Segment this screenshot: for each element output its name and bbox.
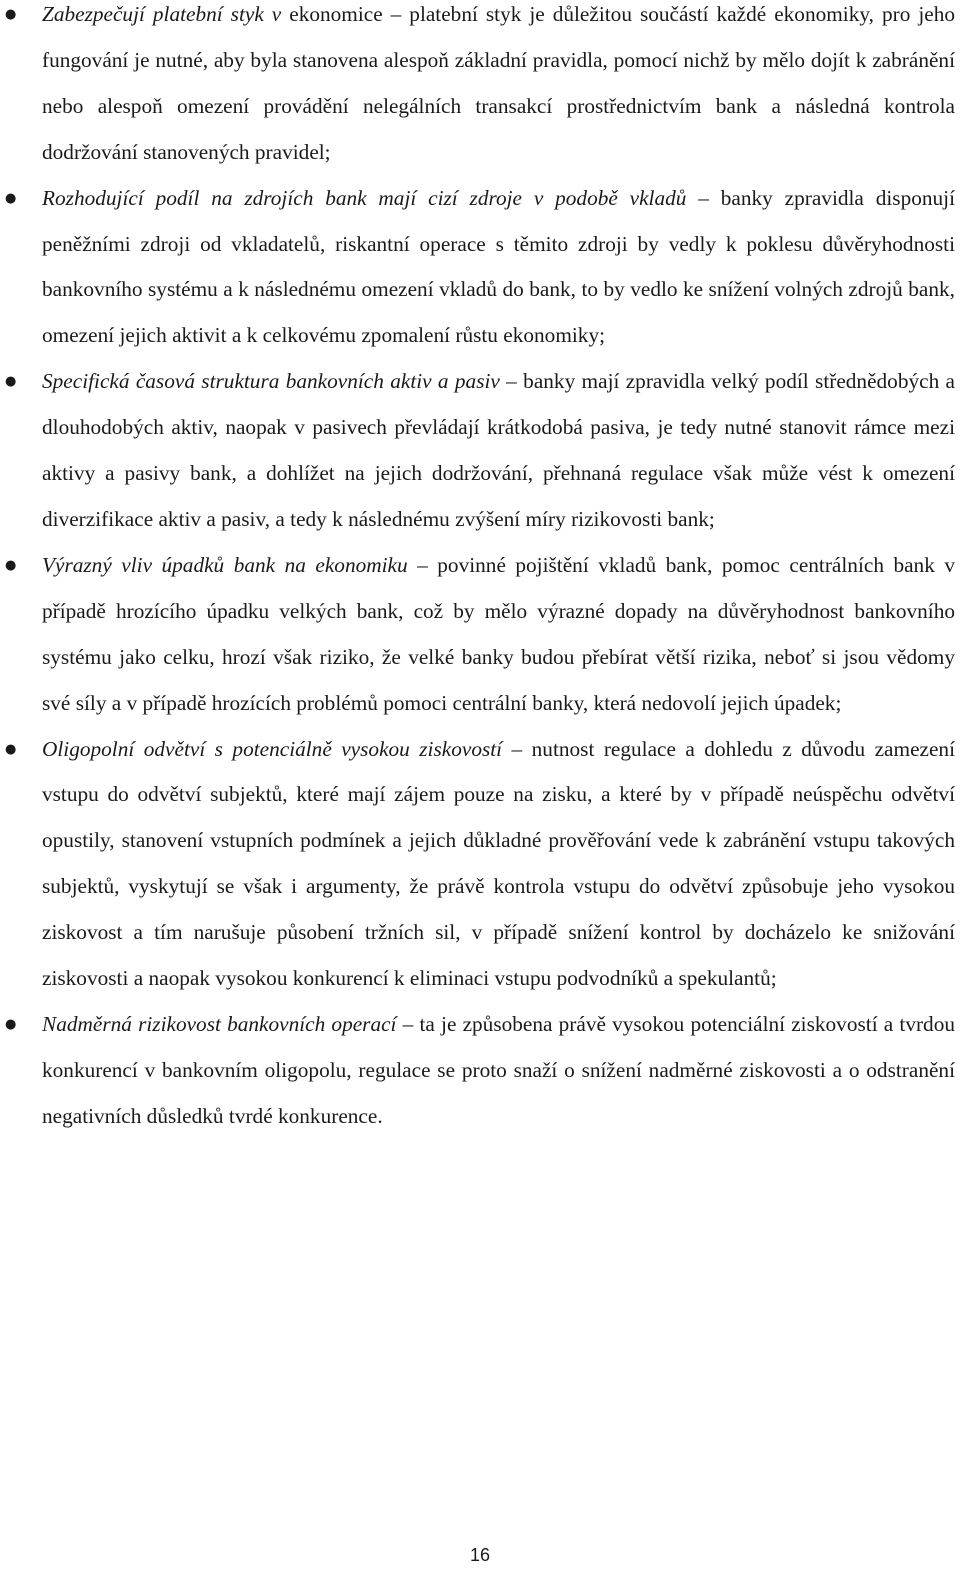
item-title: Oligopolní odvětví s potenciálně vysokou ziskovostí [42, 736, 503, 761]
list-item [5, 727, 955, 1002]
item-text: banky mají zpravidla velký podíl střednědobých a dlouhodobých aktiv, naopak v pasivech převládají krátkodobá pasiva, je tedy nutné stanovit rámce mezi aktivy a pasivy bank, a dohlížet na jejich dodržování, přehnaná regulace však může vést k omezení diverzifikace aktiv a pasiv, a tedy k následnému zvýšení míry rizikovosti bank; [42, 369, 955, 531]
item-title: Zabezpečují platební styk v [42, 2, 282, 26]
item-dash: – [407, 552, 438, 577]
item-text: povinné pojištění vkladů bank, pomoc centrálních bank v případě hrozícího úpadku velkých bank, což by mělo výrazné dopady na důvěryhodnost bankovního systému jako celku, hrozí však riziko, že velké banky budou přebírat větší rizika, neboť si jsou vědomy své síly a v případě hrozících problémů pomoci centrální banky, která nedovolí jejich úpadek; [42, 552, 955, 715]
list-item [5, 1002, 956, 1140]
bullet-icon: ● [5, 7, 17, 22]
bullet-icon: ● [5, 557, 17, 573]
bullet-list [5, 0, 956, 1140]
item-title: Rozhodující podíl na zdrojích bank mají cizí zdroje v podobě vkladů [42, 185, 687, 210]
list-item [5, 176, 955, 360]
bullet-icon: ● [5, 374, 17, 390]
list-item [5, 359, 955, 543]
bullet-icon: ● [5, 741, 17, 757]
item-title: Nadměrná rizikovost bankovních operací [42, 1011, 397, 1036]
list-item [5, 543, 955, 727]
item-title: Specifická časová struktura bankovních aktiv a pasiv [42, 369, 500, 394]
bullet-icon: ● [5, 1016, 17, 1032]
item-dash: – [502, 736, 532, 761]
item-text: banky zpravidla disponují peněžními zdroji od vkladatelů, riskantní operace s těmito zdroji by vedly k poklesu důvěryhodnosti bankovního systému a k následnému omezení vkladů do bank, to by vedlo ke snížení volných zdrojů bank, omezení jejich aktivit a k celkovému zpomalení růstu ekonomiky; [42, 185, 955, 348]
item-text: ekonomice – platební styk je důležitou součástí každé ekonomiky, pro jeho fungování je nutné, aby byla stanovena alespoň základní pravidla, pomocí nichž by mělo dojít k zabránění nebo alespoň omezení provádění nelegálních transakcí prostřednictvím bank a následná kontrola dodržování stanovených pravidel; [42, 2, 955, 164]
item-dash: – [686, 185, 721, 210]
list-item [5, 0, 955, 176]
item-text: ta je způsobena právě vysokou potenciální ziskovostí a tvrdou konkurencí v bankovním oligopolu, regulace se proto snaží o snížení nadměrné ziskovosti a o odstranění negativních důsledků tvrdé konkurence. [42, 1011, 956, 1128]
item-text: nutnost regulace a dohledu z důvodu zamezení vstupu do odvětví subjektů, které mají zájem pouze na zisku, a které by v případě neúspěchu odvětví opustily, stanovení vstupních podmínek a jejich důkladné prověřování vede k zabránění vstupu takových subjektů, vyskytují se však i argumenty, že právě kontrola vstupu do odvětví způsobuje jeho vysokou ziskovost a tím narušuje působení tržních sil, v případě snížení kontrol by docházelo ke snižování ziskovosti a naopak vysokou konkurencí k eliminaci vstupu podvodníků a spekulantů; [42, 736, 955, 991]
item-dash: – [499, 369, 524, 394]
page-number: 16 [469, 1545, 491, 1565]
item-dash: – [396, 1011, 420, 1036]
bullet-icon: ● [5, 190, 17, 206]
item-title: Výrazný vliv úpadků bank na ekonomiku [42, 552, 408, 577]
